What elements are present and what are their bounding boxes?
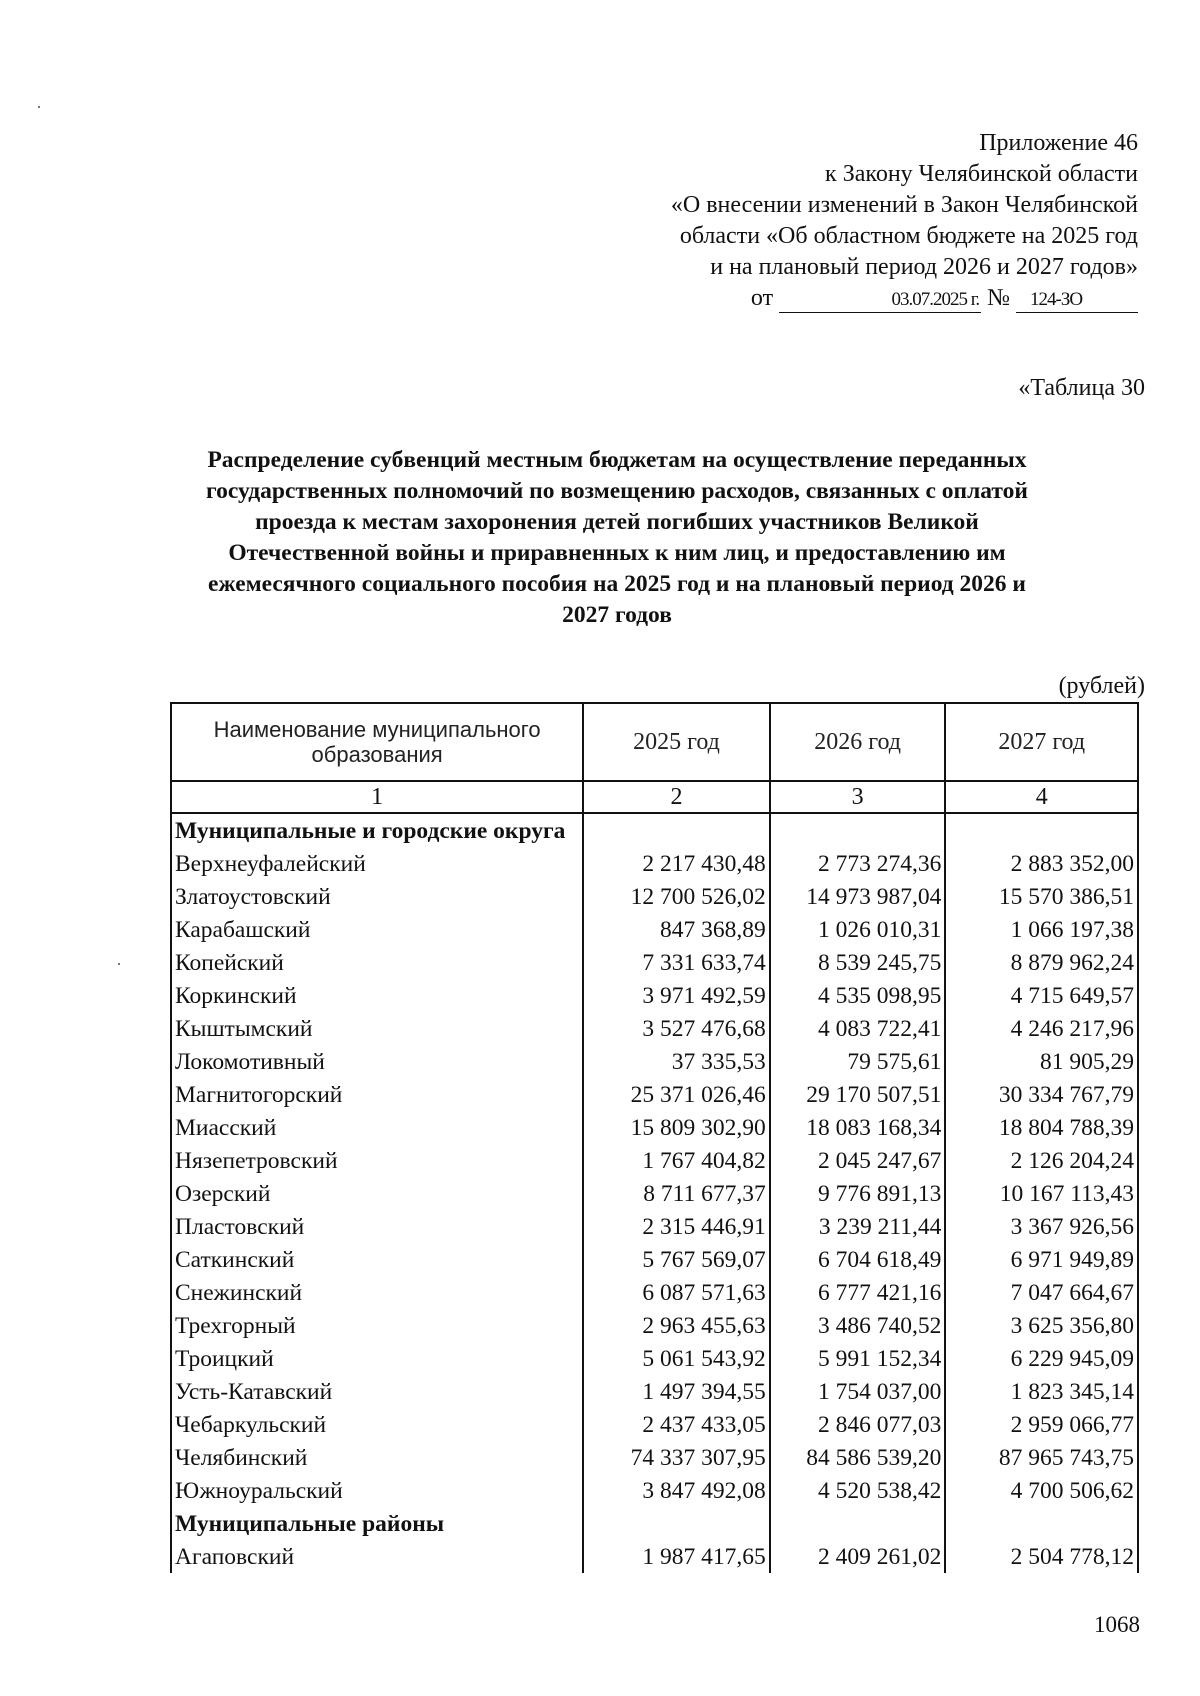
- table-row: [171, 1309, 1138, 1342]
- amount-cell: 1 497 394,55: [583, 1375, 770, 1408]
- table-row: [171, 1045, 1138, 1078]
- units-label: (рублей): [1058, 673, 1145, 699]
- annex-header: [671, 128, 1138, 314]
- empty-cell: [583, 1507, 770, 1540]
- municipality-name: Трехгорный: [171, 1309, 583, 1342]
- law-date: 03.07.2025 г.: [779, 288, 981, 313]
- from-label: от: [750, 285, 774, 311]
- amount-cell: 3 367 926,56: [945, 1210, 1138, 1243]
- amount-cell: 2 409 261,02: [770, 1540, 946, 1573]
- amount-cell: 12 700 526,02: [583, 880, 770, 913]
- amount-cell: 18 083 168,34: [770, 1111, 946, 1144]
- annex-line: Приложение 46: [979, 130, 1138, 156]
- amount-cell: 15 570 386,51: [945, 880, 1138, 913]
- municipality-name: Верхнеуфалейский: [171, 847, 583, 880]
- amount-cell: 3 527 476,68: [583, 1012, 770, 1045]
- amount-cell: 2 315 446,91: [583, 1210, 770, 1243]
- table-row: [171, 1210, 1138, 1243]
- amount-cell: 6 087 571,63: [583, 1276, 770, 1309]
- amount-cell: 1 026 010,31: [770, 913, 946, 946]
- amount-cell: 4 715 649,57: [945, 979, 1138, 1012]
- municipality-name: Троицкий: [171, 1342, 583, 1375]
- amount-cell: 18 804 788,39: [945, 1111, 1138, 1144]
- column-number: 3: [770, 781, 946, 813]
- empty-cell: [770, 1507, 946, 1540]
- municipality-name: Нязепетровский: [171, 1144, 583, 1177]
- amount-cell: 10 167 113,43: [945, 1177, 1138, 1210]
- municipality-name: Снежинский: [171, 1276, 583, 1309]
- title-line: 2027 годов: [562, 602, 672, 628]
- table-label: «Таблица 30: [1018, 375, 1145, 401]
- municipality-name: Златоустовский: [171, 880, 583, 913]
- municipality-name: Кыштымский: [171, 1012, 583, 1045]
- table-row: [171, 1144, 1138, 1177]
- amount-cell: 3 847 492,08: [583, 1474, 770, 1507]
- subvention-table: [170, 702, 1139, 1573]
- amount-cell: 5 991 152,34: [770, 1342, 946, 1375]
- amount-cell: 3 239 211,44: [770, 1210, 946, 1243]
- header-row: [171, 703, 1138, 781]
- amount-cell: 1 823 345,14: [945, 1375, 1138, 1408]
- amount-cell: 4 083 722,41: [770, 1012, 946, 1045]
- table-row: [171, 880, 1138, 913]
- municipality-name: Чебаркульский: [171, 1408, 583, 1441]
- amount-cell: 5 061 543,92: [583, 1342, 770, 1375]
- municipality-name: Агаповский: [171, 1540, 583, 1573]
- amount-cell: 2 963 455,63: [583, 1309, 770, 1342]
- table-row: [171, 1177, 1138, 1210]
- amount-cell: 3 486 740,52: [770, 1309, 946, 1342]
- amount-cell: 1 767 404,82: [583, 1144, 770, 1177]
- column-number: 4: [945, 781, 1138, 813]
- amount-cell: 8 539 245,75: [770, 946, 946, 979]
- number-label: №: [987, 285, 1010, 311]
- table-row: [171, 946, 1138, 979]
- municipality-name: Южноуральский: [171, 1474, 583, 1507]
- table-row: [171, 1078, 1138, 1111]
- title-line: государственных полномочий по возмещению расходов, связанных с оплатой: [206, 478, 1028, 504]
- amount-cell: 15 809 302,90: [583, 1111, 770, 1144]
- amount-cell: 74 337 307,95: [583, 1441, 770, 1474]
- annex-line: области «Об областном бюджете на 2025 год: [679, 223, 1138, 249]
- amount-cell: 30 334 767,79: [945, 1078, 1138, 1111]
- municipality-name: Миасский: [171, 1111, 583, 1144]
- header-municipality: Наименование муниципального образования: [171, 703, 583, 781]
- table-row: [171, 1342, 1138, 1375]
- amount-cell: 9 776 891,13: [770, 1177, 946, 1210]
- empty-cell: [583, 813, 770, 847]
- amount-cell: 6 971 949,89: [945, 1243, 1138, 1276]
- amount-cell: 2 126 204,24: [945, 1144, 1138, 1177]
- amount-cell: 2 504 778,12: [945, 1540, 1138, 1573]
- amount-cell: 2 846 077,03: [770, 1408, 946, 1441]
- annex-line: к Закону Челябинской области: [825, 161, 1138, 187]
- table-row: [171, 1408, 1138, 1441]
- municipality-name: Челябинский: [171, 1441, 583, 1474]
- title-line: проезда к местам захоронения детей погибших участников Великой: [255, 509, 979, 535]
- municipality-name: Коркинский: [171, 979, 583, 1012]
- amount-cell: 6 777 421,16: [770, 1276, 946, 1309]
- amount-cell: 37 335,53: [583, 1045, 770, 1078]
- amount-cell: 8 879 962,24: [945, 946, 1138, 979]
- empty-cell: [770, 813, 946, 847]
- title-line: Отечественной войны и приравненных к ним лиц, и предоставлению им: [228, 540, 1006, 566]
- header-2027: 2027 год: [945, 703, 1138, 781]
- table-row: [171, 1540, 1138, 1573]
- table-row: [171, 979, 1138, 1012]
- header-2025: 2025 год: [583, 703, 770, 781]
- table-row: [171, 1012, 1138, 1045]
- amount-cell: 2 959 066,77: [945, 1408, 1138, 1441]
- table-row: [171, 847, 1138, 880]
- section-title: Муниципальные районы: [171, 1507, 583, 1540]
- table-row: [171, 1441, 1138, 1474]
- municipality-name: Магнитогорский: [171, 1078, 583, 1111]
- municipality-name: Копейский: [171, 946, 583, 979]
- amount-cell: 84 586 539,20: [770, 1441, 946, 1474]
- law-number: 124-ЗО: [1016, 288, 1138, 313]
- amount-cell: 1 066 197,38: [945, 913, 1138, 946]
- amount-cell: 14 973 987,04: [770, 880, 946, 913]
- amount-cell: 7 331 633,74: [583, 946, 770, 979]
- amount-cell: 3 625 356,80: [945, 1309, 1138, 1342]
- law-reference: [751, 283, 1138, 314]
- amount-cell: 2 883 352,00: [945, 847, 1138, 880]
- page-number: 1068: [1094, 1612, 1140, 1637]
- amount-cell: 2 773 274,36: [770, 847, 946, 880]
- municipality-name: Усть-Катавский: [171, 1375, 583, 1408]
- amount-cell: 2 437 433,05: [583, 1408, 770, 1441]
- scan-speck: [38, 106, 40, 108]
- municipality-name: Локомотивный: [171, 1045, 583, 1078]
- amount-cell: 6 229 945,09: [945, 1342, 1138, 1375]
- column-number: 2: [583, 781, 770, 813]
- amount-cell: 4 700 506,62: [945, 1474, 1138, 1507]
- municipality-name: Озерский: [171, 1177, 583, 1210]
- section-row: [171, 1507, 1138, 1540]
- amount-cell: 87 965 743,75: [945, 1441, 1138, 1474]
- section-row: [171, 813, 1138, 847]
- scan-speck: [118, 963, 120, 965]
- section-title: Муниципальные и городские округа: [171, 813, 583, 847]
- table-row: [171, 913, 1138, 946]
- amount-cell: 4 535 098,95: [770, 979, 946, 1012]
- municipality-name: Пластовский: [171, 1210, 583, 1243]
- amount-cell: 1 987 417,65: [583, 1540, 770, 1573]
- amount-cell: 25 371 026,46: [583, 1078, 770, 1111]
- municipality-name: Карабашский: [171, 913, 583, 946]
- table-body: [171, 813, 1138, 1573]
- header-2026: 2026 год: [770, 703, 946, 781]
- amount-cell: 1 754 037,00: [770, 1375, 946, 1408]
- table-row: [171, 1474, 1138, 1507]
- table-row: [171, 1111, 1138, 1144]
- amount-cell: 79 575,61: [770, 1045, 946, 1078]
- annex-line: и на плановый период 2026 и 2027 годов»: [710, 254, 1138, 280]
- title-line: ежемесячного социального пособия на 2025 год и на плановый период 2026 и: [208, 571, 1026, 597]
- column-number: 1: [171, 781, 583, 813]
- empty-cell: [945, 1507, 1138, 1540]
- table-row: [171, 1243, 1138, 1276]
- column-number-row: [171, 781, 1138, 813]
- title-line: Распределение субвенций местным бюджетам на осуществление переданных: [207, 447, 1027, 473]
- amount-cell: 6 704 618,49: [770, 1243, 946, 1276]
- municipality-name: Саткинский: [171, 1243, 583, 1276]
- amount-cell: 81 905,29: [945, 1045, 1138, 1078]
- amount-cell: 3 971 492,59: [583, 979, 770, 1012]
- amount-cell: 8 711 677,37: [583, 1177, 770, 1210]
- amount-cell: 5 767 569,07: [583, 1243, 770, 1276]
- table-row: [171, 1375, 1138, 1408]
- amount-cell: 4 520 538,42: [770, 1474, 946, 1507]
- amount-cell: 7 047 664,67: [945, 1276, 1138, 1309]
- amount-cell: 847 368,89: [583, 913, 770, 946]
- amount-cell: 2 045 247,67: [770, 1144, 946, 1177]
- table-row: [171, 1276, 1138, 1309]
- amount-cell: 29 170 507,51: [770, 1078, 946, 1111]
- amount-cell: 2 217 430,48: [583, 847, 770, 880]
- annex-line: «О внесении изменений в Закон Челябинской: [670, 192, 1138, 218]
- empty-cell: [945, 813, 1138, 847]
- amount-cell: 4 246 217,96: [945, 1012, 1138, 1045]
- document-title: [150, 445, 1084, 631]
